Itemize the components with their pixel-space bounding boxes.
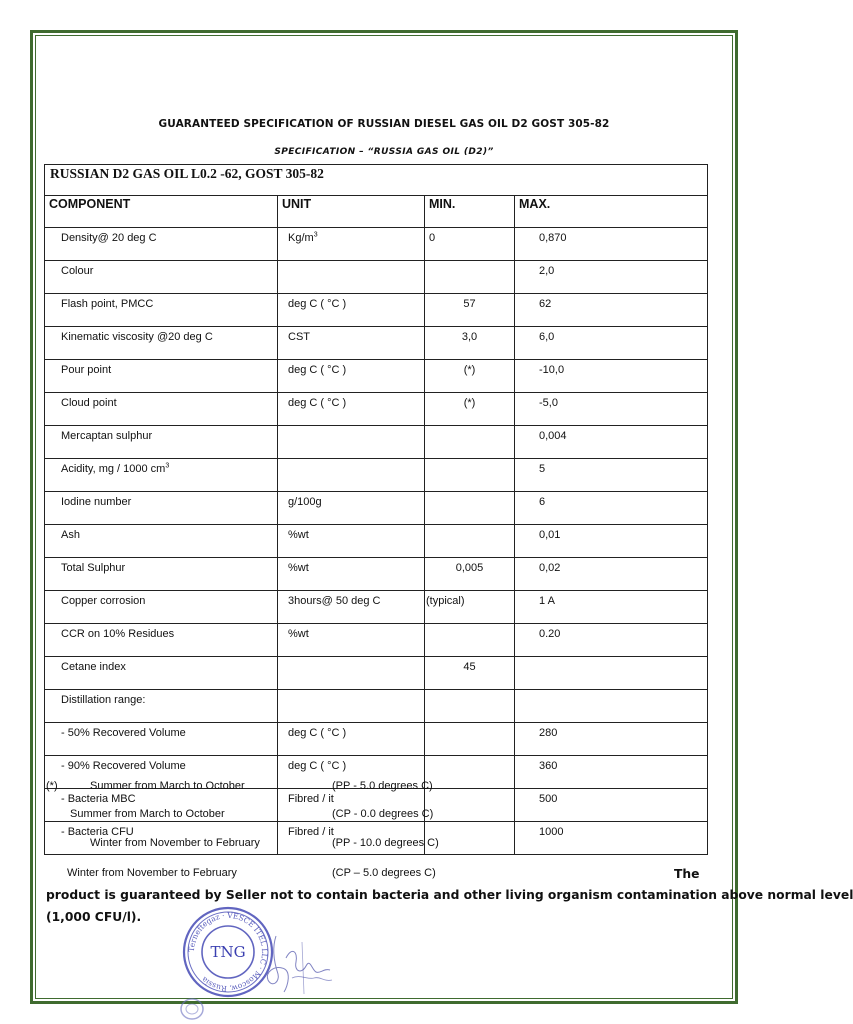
cell-min — [425, 591, 515, 624]
cell-min-text: 45 — [463, 661, 476, 673]
cell-unit — [278, 393, 425, 426]
cell-max-text: 2,0 — [539, 265, 555, 277]
header-component: COMPONENT — [45, 196, 278, 228]
table-row — [45, 426, 708, 459]
cell-component-text: Cloud point — [61, 397, 117, 409]
cell-max — [515, 723, 708, 756]
cell-component — [45, 360, 278, 393]
cell-max — [515, 591, 708, 624]
cell-unit-text: g/100g — [288, 496, 322, 508]
signature — [262, 928, 336, 998]
cell-component-text: Ash — [61, 529, 80, 541]
specification-table — [44, 164, 708, 855]
cell-component — [45, 261, 278, 294]
cell-max-text: 62 — [539, 298, 552, 310]
cell-max — [515, 327, 708, 360]
stamp-ring-text: Terneftegaz · VESCE ITEL LLC · Moscow, Russia — [186, 910, 270, 994]
footnote-label: Winter from November to February — [90, 837, 260, 849]
cell-component-text: Density@ 20 deg C — [61, 232, 157, 244]
cell-min — [425, 789, 515, 822]
cell-max-text: 0.20 — [539, 628, 561, 640]
cell-unit-text: Fibred / it — [288, 793, 334, 805]
table-row — [45, 459, 708, 492]
table-row — [45, 360, 708, 393]
cell-component — [45, 426, 278, 459]
cell-unit-text: %wt — [288, 628, 309, 640]
cell-max-text: 1 A — [539, 595, 555, 607]
cell-component-text: Copper corrosion — [61, 595, 146, 607]
cell-unit — [278, 327, 425, 360]
table-header-row — [45, 196, 708, 228]
cell-component — [45, 657, 278, 690]
cell-min — [425, 492, 515, 525]
cell-min-text: 3,0 — [461, 331, 478, 343]
table-row — [45, 558, 708, 591]
cell-max — [515, 525, 708, 558]
cell-component — [45, 558, 278, 591]
cell-min — [425, 228, 515, 261]
footnote-label: Summer from March to October — [70, 808, 225, 820]
cell-component — [45, 228, 278, 261]
table-row — [45, 294, 708, 327]
cell-max-text: 280 — [539, 727, 558, 739]
stamp-impression-mark — [179, 997, 205, 1021]
footnote-label: Winter from November to February — [67, 867, 237, 879]
cell-max-text: 5 — [539, 463, 546, 475]
cell-unit — [278, 558, 425, 591]
cell-min — [425, 690, 515, 723]
statement-line-1: product is guaranteed by Seller not to contain bacteria and other living organism contamination above normal level — [46, 888, 853, 902]
cell-component-text: - Bacteria MBC — [61, 793, 136, 805]
cell-component-text: Cetane index — [61, 661, 126, 673]
cell-unit — [278, 723, 425, 756]
cell-unit — [278, 624, 425, 657]
cell-component — [45, 492, 278, 525]
cell-min — [425, 756, 515, 789]
cell-min — [425, 294, 515, 327]
cell-component-text: Pour point — [61, 364, 112, 376]
cell-min-text: 57 — [463, 298, 476, 310]
document-subtitle: SPECIFICATION – “RUSSIA GAS OIL (D2)” — [274, 147, 494, 157]
cell-component-text: - 90% Recovered Volume — [61, 760, 186, 772]
footnote-marker: (*) — [46, 780, 58, 792]
cell-unit-text: Kg/m — [288, 232, 314, 244]
cell-component-text: Total Sulphur — [61, 562, 126, 574]
cell-unit-text: %wt — [288, 562, 309, 574]
document-title: GUARANTEED SPECIFICATION OF RUSSIAN DIESEL GAS OIL D2 GOST 305-82 — [158, 118, 610, 130]
table-title: RUSSIAN D2 GAS OIL L0.2 -62, GOST 305-82 — [45, 165, 708, 196]
cell-min — [425, 525, 515, 558]
table-row — [45, 327, 708, 360]
cell-max — [515, 657, 708, 690]
cell-component-text: Acidity, mg / 1000 cm — [61, 463, 166, 475]
cell-component-text: Flash point, PMCC — [61, 298, 154, 310]
cell-min — [425, 624, 515, 657]
statement-line-2: (1,000 CFU/l). — [46, 910, 142, 924]
cell-max — [515, 393, 708, 426]
cell-unit-text: deg C ( °C ) — [288, 397, 347, 409]
header-min: MIN. — [425, 196, 515, 228]
cell-min-text: (*) — [463, 397, 476, 409]
cell-unit-text: CST — [288, 331, 310, 343]
cell-unit — [278, 228, 425, 261]
statement-lead: The — [674, 867, 700, 881]
table-row — [45, 261, 708, 294]
cell-max — [515, 690, 708, 723]
cell-min-text: (typical) — [426, 595, 465, 607]
cell-unit-superscript: 3 — [313, 231, 318, 239]
cell-component-text: - 50% Recovered Volume — [61, 727, 186, 739]
cell-unit-text: 3hours@ 50 deg C — [288, 595, 381, 607]
cell-max — [515, 756, 708, 789]
cell-component-text: - Bacteria CFU — [61, 826, 134, 838]
cell-unit — [278, 459, 425, 492]
cell-max-text: 0,004 — [539, 430, 567, 442]
guarantee-statement — [46, 865, 853, 927]
footnote-value: (CP – 5.0 degrees C) — [332, 867, 436, 879]
cell-max-text: 0,01 — [539, 529, 561, 541]
cell-unit-text: deg C ( °C ) — [288, 760, 347, 772]
cell-min-text: 0,005 — [455, 562, 484, 574]
table-row — [45, 723, 708, 756]
cell-max — [515, 459, 708, 492]
table-row — [45, 492, 708, 525]
table-row — [45, 690, 708, 723]
table-row — [45, 525, 708, 558]
cell-component-text: Iodine number — [61, 496, 132, 508]
cell-component — [45, 327, 278, 360]
table-row — [45, 591, 708, 624]
cell-max — [515, 624, 708, 657]
cell-unit — [278, 492, 425, 525]
cell-component — [45, 294, 278, 327]
cell-min — [425, 261, 515, 294]
cell-max — [515, 789, 708, 822]
cell-component-text: Distillation range: — [61, 694, 146, 706]
cell-min-text: 0 — [429, 232, 436, 244]
cell-min — [425, 558, 515, 591]
cell-unit — [278, 261, 425, 294]
cell-component-superscript: 3 — [165, 462, 170, 470]
cell-component — [45, 690, 278, 723]
cell-max — [515, 558, 708, 591]
cell-unit-text: deg C ( °C ) — [288, 727, 347, 739]
cell-min — [425, 459, 515, 492]
cell-component — [45, 459, 278, 492]
header-max: MAX. — [515, 196, 708, 228]
footnote-value: (CP - 0.0 degrees C) — [332, 808, 434, 820]
cell-component — [45, 723, 278, 756]
cell-component-text: Kinematic viscosity @20 deg C — [61, 331, 213, 343]
cell-component-text: Colour — [61, 265, 94, 277]
cell-min — [425, 723, 515, 756]
cell-max-text: 6 — [539, 496, 546, 508]
table-row — [45, 393, 708, 426]
cell-min — [425, 393, 515, 426]
cell-min-text: (*) — [463, 364, 476, 376]
table-row — [45, 657, 708, 690]
footnote-value: (PP - 10.0 degrees C) — [332, 837, 439, 849]
stamp-center-text: TNG — [210, 943, 246, 961]
cell-max-text: 6,0 — [539, 331, 555, 343]
cell-max — [515, 261, 708, 294]
cell-unit — [278, 657, 425, 690]
cell-component-text: CCR on 10% Residues — [61, 628, 175, 640]
cell-min — [425, 657, 515, 690]
cell-max-text: -5,0 — [539, 397, 558, 409]
cell-unit — [278, 426, 425, 459]
cell-unit — [278, 690, 425, 723]
cell-max — [515, 294, 708, 327]
cell-max-text: 0,870 — [539, 232, 567, 244]
cell-unit-text: Fibred / it — [288, 826, 334, 838]
cell-max-text: -10,0 — [539, 364, 565, 376]
cell-component-text: Mercaptan sulphur — [61, 430, 153, 442]
cell-component — [45, 591, 278, 624]
cell-max — [515, 822, 708, 855]
cell-max-text: 500 — [539, 793, 558, 805]
footnote-label: Summer from March to October — [90, 780, 245, 792]
cell-unit-text: deg C ( °C ) — [288, 298, 347, 310]
cell-component — [45, 525, 278, 558]
cell-unit — [278, 294, 425, 327]
cell-max-text: 0,02 — [539, 562, 561, 574]
cell-unit-text: deg C ( °C ) — [288, 364, 347, 376]
cell-max — [515, 492, 708, 525]
cell-max-text: 1000 — [539, 826, 564, 838]
company-stamp — [182, 906, 274, 998]
cell-max-text: 360 — [539, 760, 558, 772]
table-title-row — [45, 165, 708, 196]
cell-min — [425, 360, 515, 393]
cell-unit — [278, 525, 425, 558]
cell-min — [425, 426, 515, 459]
cell-unit — [278, 360, 425, 393]
cell-min — [425, 327, 515, 360]
header-unit: UNIT — [278, 196, 425, 228]
table-row — [45, 624, 708, 657]
cell-max — [515, 360, 708, 393]
cell-component — [45, 624, 278, 657]
cell-max — [515, 426, 708, 459]
cell-unit-text: %wt — [288, 529, 309, 541]
table-row — [45, 228, 708, 261]
cell-unit — [278, 591, 425, 624]
cell-component — [45, 393, 278, 426]
cell-max — [515, 228, 708, 261]
footnote-value: (PP - 5.0 degrees C) — [332, 780, 433, 792]
